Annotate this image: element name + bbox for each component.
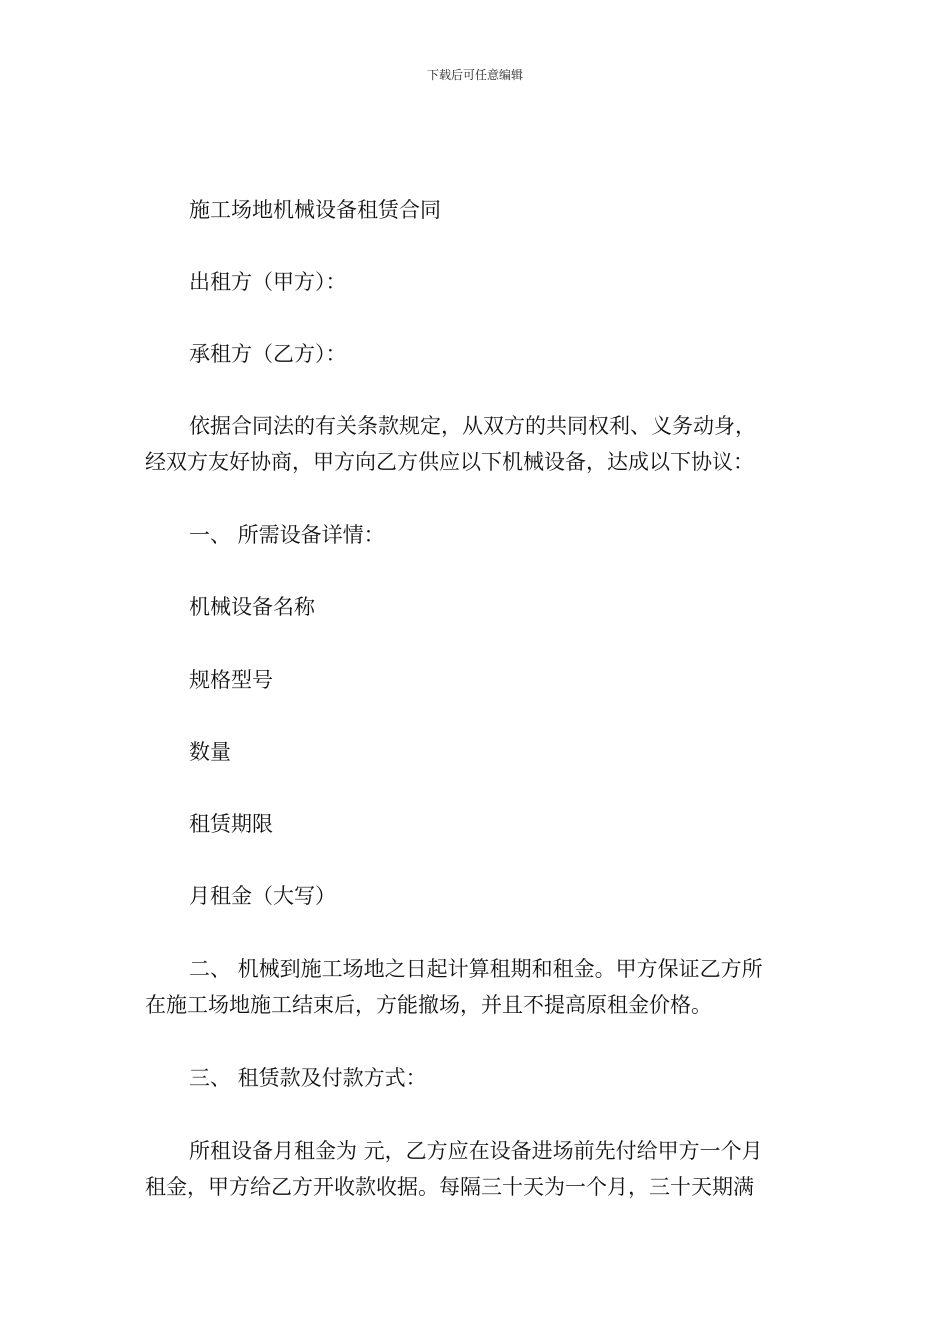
lessee-label: 承租方（乙方）： (189, 342, 347, 366)
lessor-label: 出租方（甲方）： (189, 270, 347, 294)
contract-title-text: 施工场地机械设备租赁合同 (189, 198, 441, 222)
section1-heading (145, 517, 810, 553)
equipment-name-label: 机械设备名称 (189, 595, 315, 619)
intro-paragraph (145, 408, 810, 480)
quantity-line (145, 734, 810, 770)
spec-model-label: 规格型号 (189, 668, 273, 692)
section2-line-2: 在施工场地施工结束后，方能撤场，并且不提高原租金价格。 (145, 993, 712, 1017)
intro-line-1: 依据合同法的有关条款规定，从双方的共同权利、义务动身， (189, 414, 756, 438)
section1-heading-text: 一、 所需设备详情： (189, 523, 385, 547)
lessee-line (145, 336, 810, 372)
section3-heading (145, 1060, 810, 1096)
section3-heading-text: 三、 租赁款及付款方式： (189, 1066, 427, 1090)
equipment-name-line (145, 589, 810, 625)
section2-line-1: 二、 机械到施工场地之日起计算租期和租金。甲方保证乙方所 (189, 957, 763, 981)
intro-line-2: 经双方友好协商，甲方向乙方供应以下机械设备，达成以下协议： (145, 450, 754, 474)
quantity-label: 数量 (189, 740, 231, 764)
payment-line-2: 租金，甲方给乙方开收款收据。每隔三十天为一个月，三十天期满 (145, 1175, 754, 1199)
monthly-rent-line (145, 878, 810, 914)
spec-model-line (145, 662, 810, 698)
contract-title (145, 192, 810, 228)
payment-paragraph (145, 1133, 810, 1205)
payment-line-1: 所租设备月租金为 元，乙方应在设备进场前先付给甲方一个月 (189, 1139, 763, 1163)
lessor-line (145, 264, 810, 300)
lease-term-label: 租赁期限 (189, 812, 273, 836)
header-note: 下载后可任意编辑 (426, 68, 523, 82)
lease-term-line (145, 806, 810, 842)
section2-paragraph (145, 951, 810, 1023)
monthly-rent-label: 月租金（大写） (189, 884, 336, 908)
